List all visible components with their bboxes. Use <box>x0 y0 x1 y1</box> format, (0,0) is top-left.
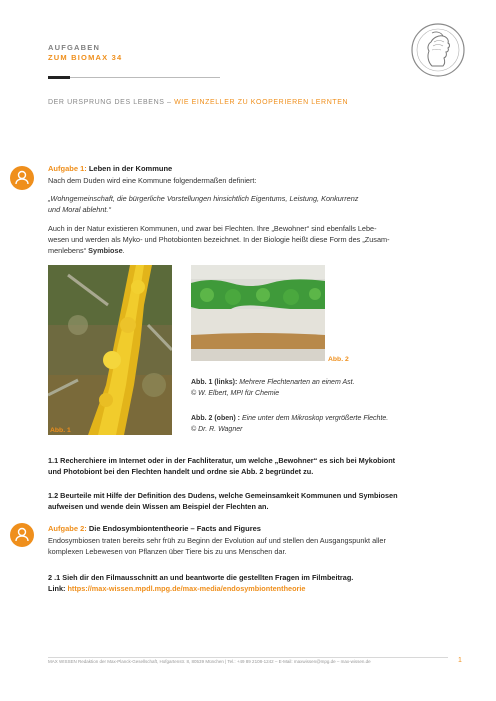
lichen-microscope-photo <box>191 265 325 361</box>
task1-user-icon <box>10 166 34 190</box>
cap1-credit: © W. Elbert, MPI für Chemie <box>191 390 280 397</box>
task2-line1: Endosymbiosen traten bereits sehr früh zu Beginn der Evolution auf und stellen den Ausgangspunkt aller <box>48 536 386 545</box>
q12-line1: 1.2 Beurteile mit Hilfe der Definition des Dudens, welche Gemeinsamkeit Kommunen und Symbiosen <box>48 491 398 500</box>
lichen-microscope-image <box>191 265 325 361</box>
para-line1: Auch in der Natur existieren Kommunen, und zwar bei Flechten. Ihre „Bewohner“ sind ebenfalls Lebe- <box>48 224 377 233</box>
q11-line2: und Photobiont bei den Flechten handelt und ordne sie Abb. 2 begründet zu. <box>48 467 314 476</box>
caption-abb1 <box>191 377 355 399</box>
task1-paragraph <box>48 223 390 256</box>
para-line3: menlebens“ <box>48 246 89 255</box>
subtitle-part2: WIE EINZELLER ZU KOOPERIEREN LERNTEN <box>174 99 349 106</box>
header-rule-accent <box>48 76 70 79</box>
user-icon <box>10 166 34 190</box>
abb1-label: Abb. 1 <box>50 427 71 434</box>
header-issue: ZUM BIOMAX 34 <box>48 53 123 62</box>
task2-heading <box>48 524 261 533</box>
header-rule <box>70 77 220 78</box>
task2-label: Aufgabe 2: <box>48 524 87 533</box>
abb2-label: Abb. 2 <box>328 356 349 363</box>
q21-link-label: Link: <box>48 584 68 593</box>
task1-intro: Nach dem Duden wird eine Kommune folgendermaßen definiert: <box>48 176 257 185</box>
page-subtitle <box>48 99 348 106</box>
subtitle-part1: DER URSPRUNG DES LEBENS – <box>48 99 175 106</box>
task1-heading <box>48 164 172 173</box>
para-line2: wesen und werden als Myko- und Photobionten bezeichnet. In der Biologie heißt diese Form des „Zusam- <box>48 235 390 244</box>
minerva-logo <box>410 22 466 78</box>
cap1-title: Abb. 1 (links): <box>191 379 238 386</box>
q11-line1: 1.1 Recherchiere im Internet oder in der Fachliteratur, um welche „Bewohner“ es sich bei Mykobiont <box>48 456 396 465</box>
task2-line2: komplexen Lebewesen von Pflanzen über Tiere bis zu uns Menschen dar. <box>48 547 287 556</box>
task2-title: Die Endosymbiontentheorie – Facts and Figures <box>86 524 261 533</box>
question-1-2 <box>48 490 398 512</box>
q21-text: 2 .1 Sieh dir den Filmausschnitt an und beantworte die gestellten Fragen im Filmbeitrag. <box>48 573 354 582</box>
lichen-branch-image <box>48 265 172 435</box>
footer-text: MAX WISSEN Redaktion der Max-Planck-Gesellschaft, Hofgartenstr. 8, 80539 München | Tel.: +49 89 2108-1242 – E-Mail: maxwissen@mpg.de – max-wissen.de <box>48 659 371 664</box>
task2-paragraph <box>48 535 386 557</box>
quote-line1: „Wohngemeinschaft, die bürgerliche Vorstellungen hinsichtlich Eigentums, Leistung, Konkurrenz <box>48 194 359 203</box>
header-label: AUFGABEN <box>48 43 101 52</box>
question-1-1 <box>48 455 395 477</box>
para-symbiose: Symbiose <box>88 246 123 255</box>
task2-user-icon <box>10 523 34 547</box>
cap1-text: Mehrere Flechtenarten an einem Ast. <box>237 379 355 386</box>
cap2-title: Abb. 2 (oben) : <box>191 415 240 422</box>
caption-abb2 <box>191 413 388 435</box>
para-end: . <box>122 246 125 255</box>
task1-title: Leben in der Kommune <box>86 164 173 173</box>
page-number: 1 <box>458 657 462 664</box>
question-2-1 <box>48 572 353 594</box>
cap2-text: Eine unter dem Mikroskop vergrößerte Flechte. <box>240 415 389 422</box>
quote-line2: und Moral ablehnt.“ <box>48 205 111 214</box>
duden-quote <box>48 193 358 215</box>
q12-line2: aufweisen und wende dein Wissen am Beispiel der Flechten an. <box>48 502 269 511</box>
footer-divider <box>48 657 448 658</box>
task1-label: Aufgabe 1: <box>48 164 87 173</box>
user-icon <box>10 523 34 547</box>
cap2-credit: © Dr. R. Wagner <box>191 426 243 433</box>
lichen-branch-photo <box>48 265 172 435</box>
film-link[interactable]: https://max-wissen.mpdl.mpg.de/max-media/endosymbiontentheorie <box>67 584 306 593</box>
